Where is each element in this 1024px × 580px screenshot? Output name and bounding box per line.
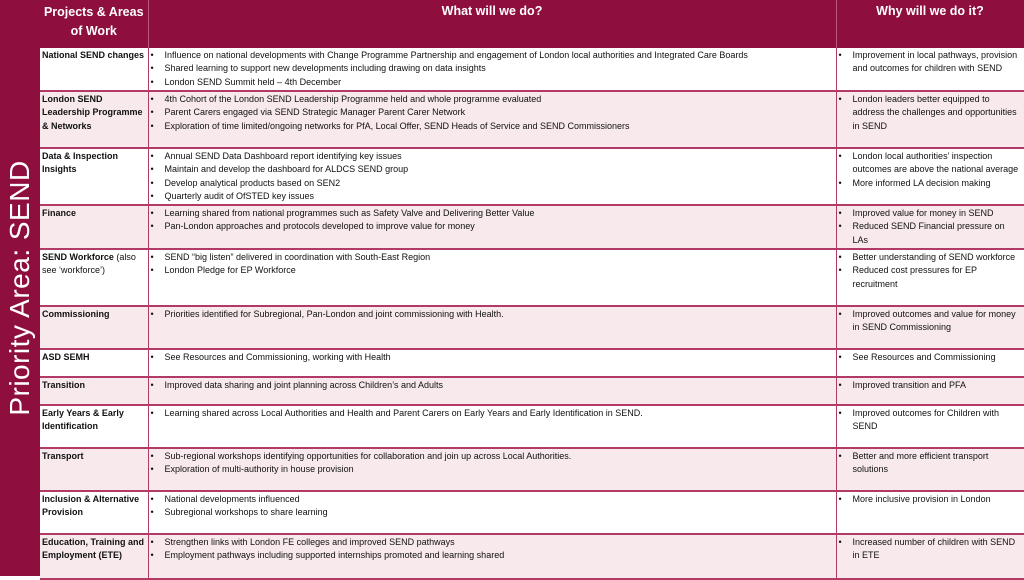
project-area-cell (40, 48, 148, 91)
why-cell (836, 48, 1024, 91)
what-bullet-item: • SEND “big listen” delivered in coordination with South-East Region (151, 251, 834, 264)
what-cell (148, 491, 836, 534)
project-area-name: Transport (42, 451, 84, 462)
what-bullet-item: • Improved data sharing and joint planning across Children’s and Adults (151, 379, 834, 392)
table-row (40, 249, 1024, 306)
header-what: What will we do? (148, 0, 836, 48)
project-area-name: ASD SEMH (42, 352, 90, 363)
what-list (151, 407, 834, 420)
what-list (151, 251, 834, 278)
why-cell (836, 249, 1024, 306)
sidebar (0, 0, 40, 576)
why-bullet-item: • Improved value for money in SEND (839, 207, 1022, 220)
what-bullet-item: • Priorities identified for Subregional, Pan-London and joint commissioning with Health. (151, 308, 834, 321)
why-list (839, 207, 1022, 247)
why-list (839, 150, 1022, 190)
table-row (40, 377, 1024, 405)
table-row (40, 148, 1024, 205)
what-bullet-item: • Learning shared from national programmes such as Safety Valve and Delivering Better Value (151, 207, 834, 220)
project-area-name: Commissioning (42, 309, 110, 320)
what-bullet-item: • Quarterly audit of OfSTED key issues (151, 190, 834, 203)
what-bullet-item: • Learning shared across Local Authorities and Health and Parent Carers on Early Years and Early Identification in SEND. (151, 407, 834, 420)
why-list (839, 536, 1022, 563)
header-projects: Projects & Areas of Work (40, 0, 148, 48)
what-cell (148, 249, 836, 306)
why-list (839, 251, 1022, 291)
table-row (40, 205, 1024, 249)
what-cell (148, 534, 836, 579)
what-cell (148, 306, 836, 349)
why-cell (836, 91, 1024, 148)
project-area-cell (40, 491, 148, 534)
priority-area-title: Priority Area: SEND (4, 160, 35, 416)
why-list (839, 49, 1022, 76)
why-cell (836, 205, 1024, 249)
project-area-name: Education, Training and Employment (ETE) (42, 537, 145, 561)
why-bullet-item: • Better and more efficient transport solutions (839, 450, 1022, 477)
project-area-note: (also see ‘workforce’) (42, 252, 136, 276)
why-cell (836, 491, 1024, 534)
why-list (839, 351, 1022, 364)
why-bullet-item: • More informed LA decision making (839, 177, 1022, 190)
what-bullet-item: • Sub-regional workshops identifying opportunities for collaboration and join up across Local Authorities. (151, 450, 834, 463)
what-list (151, 493, 834, 520)
table-row (40, 91, 1024, 148)
what-list (151, 308, 834, 321)
why-bullet-item: • Reduced SEND Financial pressure on LAs (839, 220, 1022, 247)
send-priority-table (40, 0, 1024, 580)
what-list (151, 536, 834, 563)
project-area-cell (40, 91, 148, 148)
what-bullet-item: • Maintain and develop the dashboard for ALDCS SEND group (151, 163, 834, 176)
why-cell (836, 306, 1024, 349)
what-cell (148, 377, 836, 405)
what-bullet-item: • Shared learning to support new developments including drawing on data insights (151, 62, 834, 75)
what-cell (148, 148, 836, 205)
why-bullet-item: • More inclusive provision in London (839, 493, 1022, 506)
header-why: Why will we do it? (836, 0, 1024, 48)
table-row (40, 306, 1024, 349)
what-bullet-item: • Exploration of time limited/ongoing networks for PfA, Local Offer, SEND Heads of Service and SEND Commissioners (151, 120, 834, 133)
what-bullet-item: • 4th Cohort of the London SEND Leadership Programme held and whole programme evaluated (151, 93, 834, 106)
what-bullet-item: • National developments influenced (151, 493, 834, 506)
project-area-cell (40, 448, 148, 491)
table-row (40, 349, 1024, 377)
table-row (40, 405, 1024, 448)
what-list (151, 450, 834, 477)
table-row (40, 491, 1024, 534)
what-bullet-item: • Strengthen links with London FE colleges and improved SEND pathways (151, 536, 834, 549)
why-cell (836, 534, 1024, 579)
what-bullet-item: • Develop analytical products based on SEN2 (151, 177, 834, 190)
why-cell (836, 148, 1024, 205)
why-bullet-item: • Better understanding of SEND workforce (839, 251, 1022, 264)
why-list (839, 379, 1022, 392)
table-row (40, 448, 1024, 491)
what-cell (148, 349, 836, 377)
why-cell (836, 349, 1024, 377)
why-list (839, 308, 1022, 335)
why-bullet-item: • Improvement in local pathways, provision and outcomes for children with SEND (839, 49, 1022, 76)
why-cell (836, 448, 1024, 491)
project-area-name: Data & Inspection Insights (42, 151, 119, 175)
project-area-cell (40, 249, 148, 306)
project-area-cell (40, 534, 148, 579)
why-bullet-item: • Improved transition and PFA (839, 379, 1022, 392)
why-list (839, 407, 1022, 434)
project-area-name: Finance (42, 208, 77, 219)
what-cell (148, 405, 836, 448)
why-bullet-item: • Improved outcomes and value for money in SEND Commissioning (839, 308, 1022, 335)
what-bullet-item: • Parent Carers engaged via SEND Strategic Manager Parent Carer Network (151, 106, 834, 119)
what-cell (148, 448, 836, 491)
what-bullet-item: • London SEND Summit held – 4th December (151, 76, 834, 89)
why-cell (836, 405, 1024, 448)
what-list (151, 150, 834, 203)
what-bullet-item: • Employment pathways including supported internships promoted and learning shared (151, 549, 834, 562)
project-area-cell (40, 405, 148, 448)
project-area-cell (40, 148, 148, 205)
what-bullet-item: • Pan-London approaches and protocols developed to improve value for money (151, 220, 834, 233)
table-row (40, 534, 1024, 579)
what-bullet-item: • Influence on national developments with Change Programme Partnership and engagement of London local authorities and Integrated Care Boards (151, 49, 834, 62)
what-list (151, 49, 834, 89)
project-area-name: SEND Workforce (42, 252, 114, 263)
project-area-name: London SEND Leadership Programme & Networks (42, 94, 143, 131)
why-bullet-item: • Improved outcomes for Children with SEND (839, 407, 1022, 434)
what-list (151, 207, 834, 234)
why-bullet-item: • Increased number of children with SEND in ETE (839, 536, 1022, 563)
what-list (151, 351, 834, 364)
what-bullet-item: • See Resources and Commissioning, working with Health (151, 351, 834, 364)
why-bullet-item: • London leaders better equipped to address the challenges and opportunities in SEND (839, 93, 1022, 133)
what-list (151, 379, 834, 392)
project-area-name: Inclusion & Alternative Provision (42, 494, 140, 518)
project-area-name: Transition (42, 380, 86, 391)
project-area-name: Early Years & Early Identification (42, 408, 124, 432)
why-bullet-item: • London local authorities’ inspection outcomes are above the national average (839, 150, 1022, 177)
what-bullet-item: • Annual SEND Data Dashboard report identifying key issues (151, 150, 834, 163)
what-list (151, 93, 834, 133)
project-area-cell (40, 377, 148, 405)
what-bullet-item: • London Pledge for EP Workforce (151, 264, 834, 277)
project-area-cell (40, 205, 148, 249)
project-area-cell (40, 349, 148, 377)
project-area-name: National SEND changes (42, 50, 145, 60)
what-bullet-item: • Subregional workshops to share learning (151, 506, 834, 519)
what-cell (148, 91, 836, 148)
why-bullet-item: • See Resources and Commissioning (839, 351, 1022, 364)
why-list (839, 450, 1022, 477)
project-area-cell (40, 306, 148, 349)
what-cell (148, 48, 836, 91)
table-row (40, 48, 1024, 91)
header-row (40, 0, 1024, 48)
what-cell (148, 205, 836, 249)
what-bullet-item: • Exploration of multi-authority in house provision (151, 463, 834, 476)
why-cell (836, 377, 1024, 405)
why-list (839, 93, 1022, 133)
why-list (839, 493, 1022, 506)
why-bullet-item: • Reduced cost pressures for EP recruitment (839, 264, 1022, 291)
